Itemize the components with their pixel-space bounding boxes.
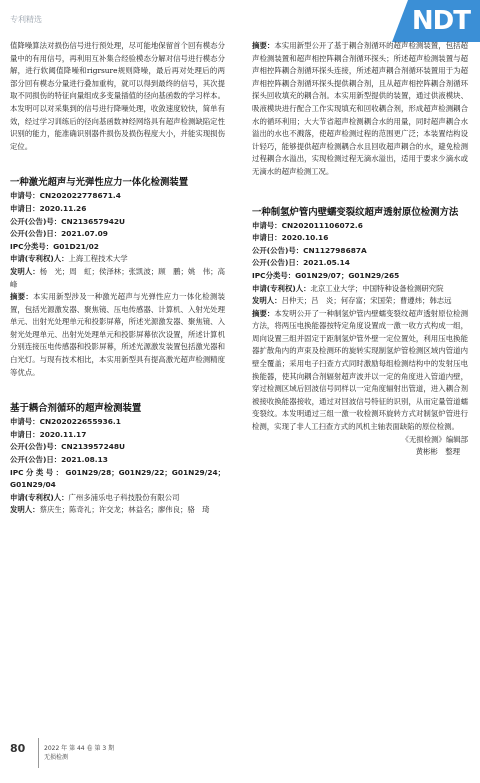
field-ipc: IPC分类号：G01D21/02 (10, 241, 99, 251)
footer-divider (38, 738, 39, 768)
patent-title: 一种激光超声与光弹性应力一体化检测装置 (10, 177, 189, 189)
issue-line: 2022 年 第 44 卷 第 3 期 (44, 745, 115, 752)
field-application-date: 申请日：2020.11.26 (10, 203, 87, 213)
field-publication-date: 公开(公告)日：2021.07.09 (10, 229, 108, 239)
field-publication-no: 公开(公告)号：CN112798687A (252, 245, 367, 255)
page-number: 80 (10, 742, 26, 755)
field-application-date: 申请日：2020.11.17 (10, 429, 87, 439)
intro-paragraph: 值降噪算法对损伤信号进行预处理，尽可能地保留首个回有模态分量中的有用信号，再利用互补集合经验模态分解对信号进行模态分解，进行软阈值降噪和rigrsure规则降噪，最后再对处理后的两部分回有模态分量进行叠加重构，就可以得到最终的信号，其次提取不同损伤的特征向量组成多变量插值的径向基函数的学习样本。本发明可以对采集到的信号进行降噪处理，收敛速度较快，简单有效，经过学习训练后的径向基函数神经网络具有超声检测缺陷定性识别的能力，能准确识别器件损伤及损伤程度大小，并能实现损伤定位。 (10, 41, 225, 151)
field-ipc: IPC分类号：G01N29/28；G01N29/22；G01N29/24；G01N29/04 (10, 467, 225, 490)
right-column (252, 40, 468, 459)
field-application-date: 申请日：2020.10.16 (252, 233, 329, 243)
patent-abstract: 摘要：本实用新型涉及一种激光超声与光弹性应力一体化检测装置，包括光源激发器、聚焦镜、压电传感器、计算机、入射光处理单元、出射光处理单元和投影屏幕，所述光源激发器、聚焦镜、入射光处理单元、出射光处理单元和投影屏幕依次设置，所述计算机分别连接压电传感器和投影屏幕，所述光源激发装置包括激光器和白光灯。与现有技术相比，本实用新型具有提高激光超声检测精度等优点。 (10, 292, 225, 377)
journal-name: 无损检测 (44, 754, 69, 761)
field-publication-no: 公开(公告)号：CN213657942U (10, 216, 126, 226)
issue-info (44, 744, 114, 762)
field-application-no: 申请号：CN202011106072.6 (252, 220, 363, 230)
patent-abstract: 摘要：本发明公开了一种制氢炉管内壁蠕变裂纹超声透射原位检测方法，将两压电换能器按特定角度设置成一激一收方式构成一组，周向设置三组并固定于距制氢炉管外壁一定位置处，利用压电换能器扩散角内的声束及检测环的旋转实现制氢炉管检测区域内管道内壁全覆盖；采用电子扫查方式同时激励每组检测结构中的发射压电换能器，使其向耦合剂辐射超声波并以一定的角度进入管道内壁，穿过检测区域后回波信号同样以一定角度辐射出管道，进入耦合剂被接收换能器接收，通过对回波信号特征的识别，从而定量管道蠕变裂纹。本发明通过三组一激一收检测环旋转方式对制氢炉管进行检测，实现了非人工扫查方式的风机主轴表面缺陷的原位检测。 (252, 308, 468, 432)
page-header (0, 0, 480, 42)
field-applicant: 申请(专利权)人：北京工业大学；中国特种设备检测研究院 (252, 283, 444, 293)
journal-logo (392, 0, 480, 42)
field-application-no: 申请号：CN202022778671.4 (10, 191, 121, 201)
field-applicant: 申请(专利权)人：上海工程技术大学 (10, 254, 128, 264)
logo-text: NDT (411, 6, 470, 36)
field-ipc: IPC分类号：G01N29/07；G01N29/265 (252, 270, 400, 280)
section-label: 专利精选 (10, 15, 42, 24)
field-publication-date: 公开(公告)日：2021.08.13 (10, 455, 108, 465)
field-publication-no: 公开(公告)号：CN213957248U (10, 442, 126, 452)
field-inventors: 发明人：吕仲天；吕 炎；何存富；宋国荣；曹遵炜；韩志远 (252, 296, 452, 306)
field-inventors: 发明人：杨 光；周 虹；侯泽林；张凯波；顾 鹏；姚 伟；高 峰 (10, 266, 233, 289)
patent-title: 基于耦合剂循环的超声检测装置 (10, 403, 142, 415)
left-column (10, 40, 233, 517)
field-applicant: 申请(专利权)人：广州多浦乐电子科技股份有限公司 (10, 492, 180, 502)
field-application-no: 申请号：CN202022655936.1 (10, 417, 121, 427)
page-footer (10, 738, 210, 774)
patent-abstract: 摘要：本实用新型公开了基于耦合剂循环的超声检测装置，包括超声检测装置和超声相控阵耦合剂循环探头；所述超声检测装置与超声相控阵耦合剂循环探头连接，所述超声耦合剂循环装置用于为超声相控阵耦合剂循环探头提供耦合剂，且从超声相控阵耦合剂循环探头回收填充的耦合剂。本实用新型提供的装置，通过供液模块、吸液模块进行配合工作实现填充和回收耦合剂，形成超声检测耦合水的循环利用；大大节省超声检测耦合水的用量，同时超声耦合水溢出的水也不溅落，使超声检测过程的范围更广泛；本装置结构设计轻巧，能够提供超声检测耦合水且回收超声耦合的水，避免检测过程耦合水溢出，实现检测过程无滴水溢出，适用于要求少滴水或无滴水的超声检测工况。 (252, 41, 468, 176)
logo-cut-shape (392, 0, 408, 42)
field-publication-date: 公开(公告)日：2021.05.14 (252, 258, 350, 268)
patent-fields (10, 190, 233, 291)
editor-signature: 《无损检测》编辑部 (401, 434, 468, 444)
patent-fields (10, 416, 225, 517)
patent-title: 一种制氢炉管内壁蠕变裂纹超声透射原位检测方法 (252, 206, 459, 218)
field-inventors: 发明人：蔡庆生；陈奇礼；许交龙；林益名；廖伟良；骆 琦 (10, 505, 210, 515)
compiler-signature: 黄彬彬 整理 (415, 447, 460, 457)
patent-fields (252, 220, 468, 308)
